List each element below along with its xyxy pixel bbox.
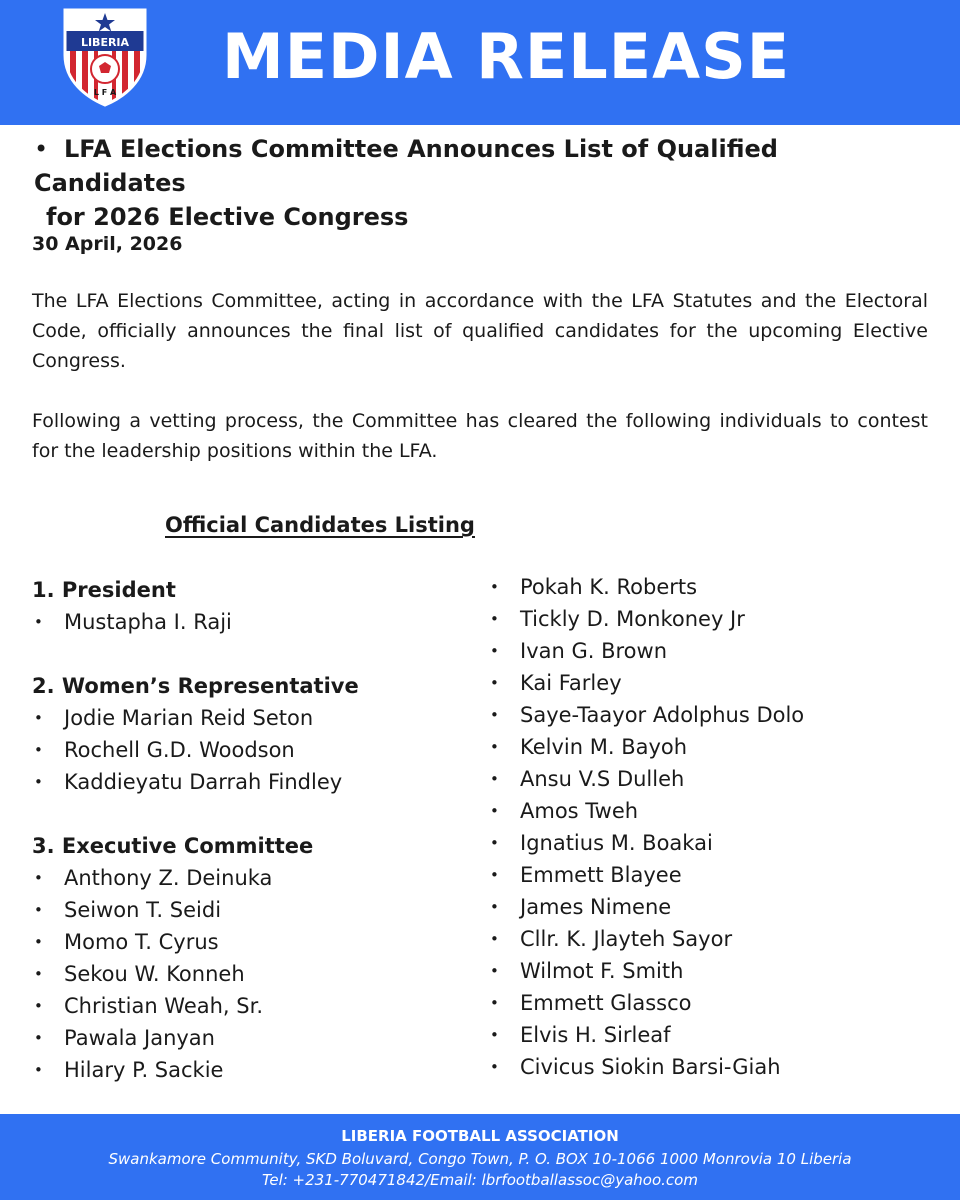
candidate-name: Mustapha I. Raji	[64, 610, 232, 634]
candidate-name: Elvis H. Sirleaf	[520, 1023, 671, 1047]
candidate-name: Civicus Siokin Barsi-Giah	[520, 1055, 781, 1079]
release-date: 30 April, 2026	[32, 233, 183, 255]
candidate-name: Seiwon T. Seidi	[64, 898, 222, 922]
bullet-icon: •	[490, 994, 499, 1012]
section-title-executive-committee: 3. Executive Committee	[32, 834, 314, 858]
footer-banner	[0, 1114, 960, 1200]
candidate-name: Cllr. K. Jlayteh Sayor	[520, 927, 733, 951]
candidates-left-column	[32, 574, 472, 1086]
bullet-icon: •	[490, 1058, 499, 1076]
bullet-icon: •	[34, 773, 43, 791]
list-item	[488, 763, 928, 795]
lfa-shield-logo	[62, 7, 148, 107]
bullet-icon: •	[34, 741, 43, 759]
list-item	[32, 734, 472, 766]
headline-bullet: •	[34, 135, 49, 163]
bullet-icon: •	[490, 706, 499, 724]
bullet-icon: •	[34, 1029, 43, 1047]
list-item	[488, 891, 928, 923]
list-item	[488, 571, 928, 603]
bullet-icon: •	[490, 770, 499, 788]
bullet-icon: •	[490, 802, 499, 820]
candidate-name: James Nimene	[520, 895, 672, 919]
list-item	[488, 923, 928, 955]
candidate-name: Ansu V.S Dulleh	[520, 767, 685, 791]
footer-organization: LIBERIA FOOTBALL ASSOCIATION	[341, 1127, 619, 1145]
bullet-icon: •	[490, 866, 499, 884]
candidate-name: Jodie Marian Reid Seton	[64, 706, 314, 730]
bullet-icon: •	[34, 965, 43, 983]
bullet-icon: •	[490, 962, 499, 980]
list-item	[488, 795, 928, 827]
candidate-name: Pokah K. Roberts	[520, 575, 698, 599]
section-spacer	[32, 798, 472, 830]
candidate-name: Ignatius M. Boakai	[520, 831, 713, 855]
candidate-name: Kelvin M. Bayoh	[520, 735, 688, 759]
list-item	[488, 667, 928, 699]
bullet-icon: •	[490, 610, 499, 628]
list-item	[488, 731, 928, 763]
page-title: MEDIA RELEASE	[222, 20, 791, 93]
candidate-name: Emmett Blayee	[520, 863, 682, 887]
candidate-name: Amos Tweh	[520, 799, 639, 823]
list-item	[32, 1054, 472, 1086]
bullet-icon: •	[34, 901, 43, 919]
bullet-icon: •	[34, 869, 43, 887]
list-item	[32, 702, 472, 734]
bullet-icon: •	[490, 578, 499, 596]
list-item	[488, 859, 928, 891]
candidate-name: Rochell G.D. Woodson	[64, 738, 295, 762]
list-item	[32, 606, 472, 638]
bullet-icon: •	[34, 933, 43, 951]
bullet-icon: •	[34, 997, 43, 1015]
list-item	[32, 990, 472, 1022]
header-banner	[0, 0, 960, 125]
logo-bottom-text: L F A	[93, 88, 117, 97]
candidate-name: Anthony Z. Deinuka	[64, 866, 273, 890]
bullet-icon: •	[490, 738, 499, 756]
list-item	[488, 987, 928, 1019]
bullet-icon: •	[490, 834, 499, 852]
list-item	[32, 926, 472, 958]
bullet-icon: •	[490, 898, 499, 916]
list-item	[488, 955, 928, 987]
bullet-icon: •	[34, 613, 43, 631]
candidate-name: Wilmot F. Smith	[520, 959, 684, 983]
bullet-icon: •	[490, 1026, 499, 1044]
section-title-president: 1. President	[32, 578, 176, 602]
logo-top-text: LIBERIA	[80, 36, 130, 49]
bullet-icon: •	[490, 930, 499, 948]
list-item	[32, 894, 472, 926]
bullet-icon: •	[34, 1061, 43, 1079]
candidate-name: Tickly D. Monkoney Jr	[520, 607, 745, 631]
candidates-right-column	[488, 571, 928, 1083]
bullet-icon: •	[490, 642, 499, 660]
candidate-name: Sekou W. Konneh	[64, 962, 245, 986]
list-item	[32, 958, 472, 990]
candidate-name: Saye-Taayor Adolphus Dolo	[520, 703, 805, 727]
headline-line-2: for 2026 Elective Congress	[46, 203, 409, 231]
list-item	[488, 1051, 928, 1083]
list-item	[32, 766, 472, 798]
candidate-name: Ivan G. Brown	[520, 639, 668, 663]
candidate-name: Momo T. Cyrus	[64, 930, 219, 954]
intro-paragraph: The LFA Elections Committee, acting in accordance with the LFA Statutes and the Electoral Code, officially announces the final list of qualified candidates for the upcoming Elective Congress.	[32, 290, 928, 372]
candidate-name: Pawala Janyan	[64, 1026, 215, 1050]
candidate-name: Kaddieyatu Darrah Findley	[64, 770, 343, 794]
list-item	[488, 827, 928, 859]
candidates-listing-title: Official Candidates Listing	[165, 513, 475, 537]
list-item	[488, 635, 928, 667]
list-item	[32, 862, 472, 894]
footer-address: Swankamore Community, SKD Boluvard, Congo Town, P. O. BOX 10-1066 1000 Monrovia 10 Liberia	[108, 1150, 852, 1168]
bullet-icon: •	[34, 709, 43, 727]
list-item	[488, 699, 928, 731]
candidate-name: Kai Farley	[520, 671, 622, 695]
candidate-name: Emmett Glassco	[520, 991, 692, 1015]
headline-line-1: LFA Elections Committee Announces List of Qualified Candidates	[34, 135, 778, 197]
section-spacer	[32, 638, 472, 670]
candidate-name: Hilary P. Sackie	[64, 1058, 224, 1082]
candidate-name: Christian Weah, Sr.	[64, 994, 263, 1018]
list-item	[488, 603, 928, 635]
section-title-womens-representative: 2. Women’s Representative	[32, 674, 359, 698]
list-item	[32, 1022, 472, 1054]
bullet-icon: •	[490, 674, 499, 692]
vetting-paragraph: Following a vetting process, the Committee has cleared the following individuals to contest for the leadership positions within the LFA.	[32, 410, 928, 462]
list-item	[488, 1019, 928, 1051]
footer-contact: Tel: +231-770471842/Email: lbrfootballassoc@yahoo.com	[262, 1171, 698, 1189]
headline	[34, 132, 934, 234]
